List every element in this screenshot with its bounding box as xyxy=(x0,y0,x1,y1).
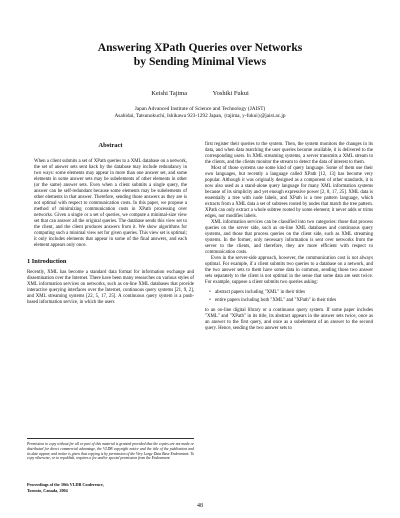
title-line-1: Answering XPath Queries over Networks xyxy=(97,41,303,54)
body-paragraph: first register their queries to the system. Then, the system monitors the changes in its data, and when data matching the user queries become available, it is delivered to the corresponding users. In XML streaming systems, a server transmits a XML stream to the clients, and the clients monitor the stream to detect the data of interest to them. xyxy=(205,142,373,166)
page-number: 48 xyxy=(197,503,203,509)
bullet-icon: • xyxy=(209,290,211,296)
section-paragraph: Recently, XML has become a standard data format for information exchange and dissemination over the Internet. There have been many researches on various styles of XML information services on networks, such as on-line XML databases that provide interactive querying interfaces over the Internet, continuous query systems [21, 9, 2], and XML streaming systems [22, 5, 17, 25]. A continuous query system is a push-based information service, in which the users xyxy=(27,270,194,306)
body-paragraph: Most of those systems use some kind of query language. Some of them use their own languages, but recently a language called XPath [12, 13] has become very popular. Although it was originally designed as a component of other standards, it is now also used as a stand-alone query language for many XML information systems because of its simplicity and yet enough expressive power [2, 8, 17, 25]. XML data is essentially a tree with node labels, and XPath is a tree pattern language, which extracts from a XML data a set of subtrees rooted by nodes that match the tree pattern. XPath can only extract a whole subtree rooted by some element; it never adds or trims edges, nor modifies labels. xyxy=(205,166,373,220)
right-column xyxy=(205,142,373,332)
bullet-item xyxy=(205,298,373,304)
proceedings-line-2: Toronto, Canada, 2004 xyxy=(27,487,68,493)
proceedings-line-1: Proceedings of the 30th VLDB Conference, xyxy=(27,482,104,487)
author-list xyxy=(0,90,400,97)
paper-title xyxy=(0,41,400,69)
affiliation-line-2: Asahidai, Tatsunokuchi, Ishikawa 923-1292 Japan, {tajima, y-fukui}@jaist.ac.jp xyxy=(114,113,286,120)
author-name: Keishi Tajima xyxy=(151,90,188,97)
bullet-list xyxy=(205,290,373,304)
copyright-footnote: Permission to copy without fee all or part of this material is granted provided that the copies are not made or distributed for direct commercial advantage, the VLDB copyright notice and the title of the publication and its date appear, and notice is given that copying is by permission of the Very Large Data Base Endowment. To copy otherwise, or to republish, requires a fee and/or special permission from the Endowment. xyxy=(27,438,194,461)
bullet-icon: • xyxy=(209,298,211,304)
affiliation-line-1: Japan Advanced Institute of Science and Technology (JAIST) xyxy=(134,106,266,112)
left-column xyxy=(27,142,194,306)
author-name: Yoshiki Fukui xyxy=(212,90,249,97)
bullet-text: entire papers including both "XML" and "XPath" in their titles xyxy=(215,298,337,304)
abstract-text: When a client submits a set of XPath queries to a XML database on a network, the set of answer sets sent back by the database may include redundancy in two ways: some elements may appear in more than one answer set, and some elements in some answer sets may be subelements of other elements in other (or the same) answer sets. Even when a client submits a single query, the answer can be self-redundant because some elements may be subelements of other elements in that answer. Therefore, sending those answers as they are is not optimal with respect to communication costs. In this paper, we propose a method of minimizing communication costs in XPath processing over networks. Given a single or a set of queries, we compute a minimal-size view set that can answer all the original queries. The database sends this view set to the client, and the client produces answers from it. We show algorithms for computing such a minimal view set for given queries. This view set is optimal; it only includes elements that appear in some of the final answers, and each element appears only once. xyxy=(34,159,187,249)
body-paragraph: Even in the server-side approach, however, the communication cost is not always optimal. For example, if a client submits two queries to a database on a network, and the two answer sets to them have some data in common, sending those two answer sets separately to the client is not optimal in the sense that some data are sent twice. For example, suppose a client submits two queries asking: xyxy=(205,256,373,286)
proceedings-info xyxy=(27,482,194,493)
bullet-text: abstract papers including "XML" in their titles xyxy=(215,290,306,296)
section-heading: 1 Introduction xyxy=(27,258,67,266)
title-line-2: by Sending Minimal Views xyxy=(133,55,267,68)
affiliation xyxy=(0,106,400,120)
abstract-heading: Abstract xyxy=(98,142,123,149)
body-paragraph: to an on-line digital library or a continuous query system. If some paper includes "XML" and "XPath" in its title, its abstract appears in the answer sets twice, once as an answer to the first query, and once as a subelement of an answer to the second query. Hence, sending the two answer sets to xyxy=(205,308,373,332)
bullet-item xyxy=(205,290,373,296)
body-paragraph: XML information services can be classified into two categories: those that process queries on the server side, such as on-line XML databases and continuous query systems, and those that process queries on the client side, such as XML streaming systems. In the former, only necessary information is sent over networks from the server to the clients, and therefore, they are more efficient with respect to communication costs. xyxy=(205,220,373,256)
